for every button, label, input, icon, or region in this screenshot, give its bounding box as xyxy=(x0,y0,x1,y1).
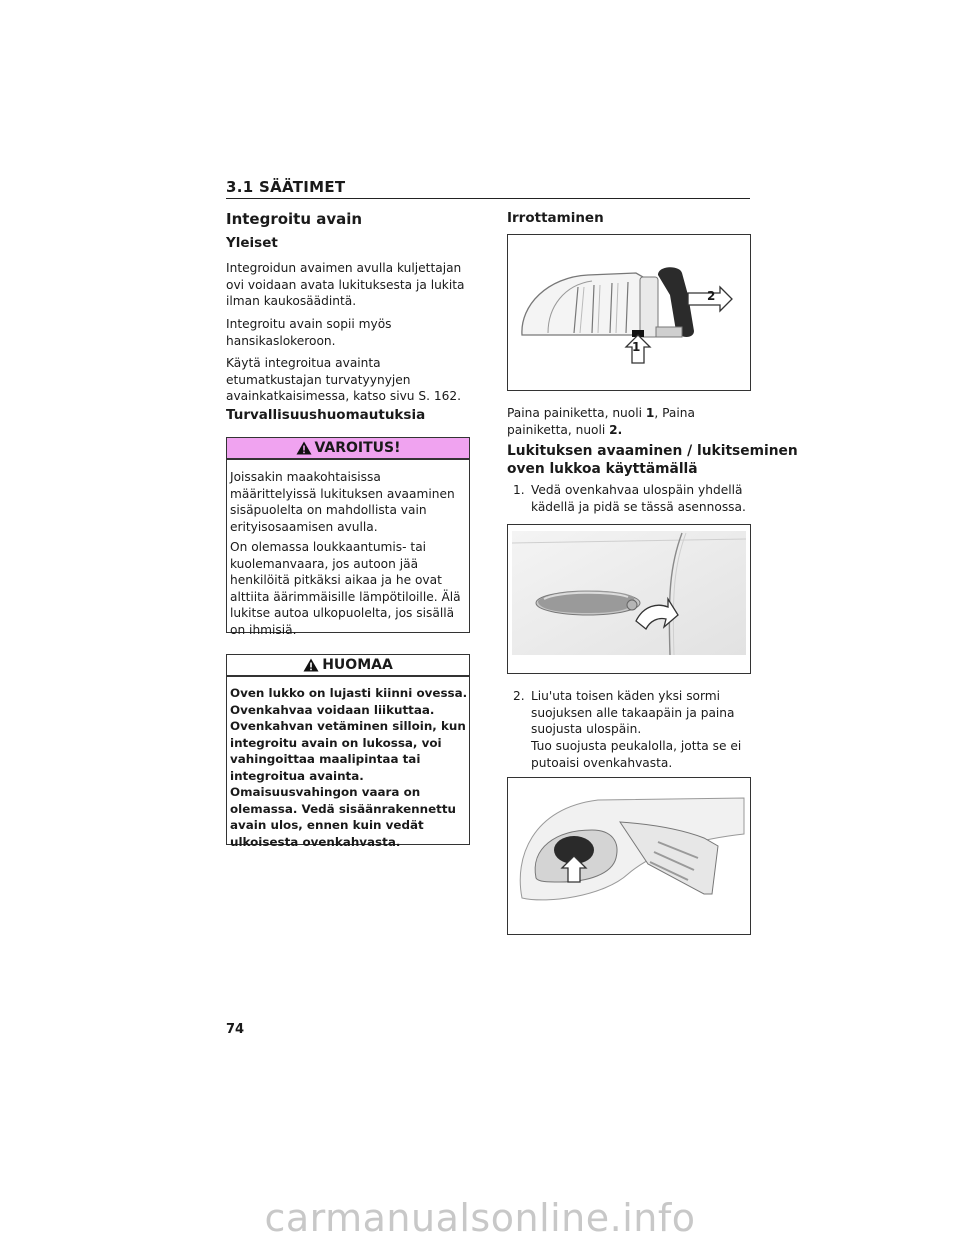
step-2-number: 2. xyxy=(513,689,525,703)
step-1-number: 1. xyxy=(513,483,525,497)
warning-triangle-icon xyxy=(296,441,312,455)
removal-heading: Irrottaminen xyxy=(507,210,604,226)
step-2-extra: Tuo suojusta peukalolla, jotta se ei putoaisi ovenkahvasta. xyxy=(531,739,742,770)
warning-text-2: On olemassa loukkaantumis- tai kuolemanvaara, jos autoon jää henkilöitä pitkäksi aikaa ja he ovat alttiita äärimmäisille lämpötiloille. Älä lukitse autoa ulkopuolelta, jos sisällä on ihmisiä. xyxy=(230,540,461,637)
paragraph-glovebox: Integroitu avain sopii myös hansikaslokeroon. xyxy=(226,317,392,348)
page-number: 74 xyxy=(226,1022,245,1037)
door-handle-illustration xyxy=(508,525,750,673)
warning-box xyxy=(226,437,470,637)
caption-removal xyxy=(507,405,755,438)
step-1-text: Vedä ovenkahvaa ulospäin yhdellä kädellä ja pidä se tässä asennossa. xyxy=(531,483,746,514)
caption-text: , Paina painiketta, nuoli xyxy=(507,406,695,437)
warning-text-1: Joissakin maakohtaisissa määrittelyissä lukituksen avaaminen sisäpuolelta on mahdollista vain erityisosaamisen avulla. xyxy=(230,470,455,534)
note-box xyxy=(226,654,470,849)
page-title: Integroitu avain xyxy=(226,210,363,228)
caption-text: Paina painiketta, nuoli xyxy=(507,406,646,420)
watermark: carmanualsonline.info xyxy=(264,1196,696,1240)
note-header xyxy=(227,655,469,677)
step-2-text: Liu'uta toisen käden yksi sormi suojuksen alle takaapäin ja paina suojusta ulospäin. xyxy=(531,689,735,736)
key-fob-illustration xyxy=(508,235,750,390)
caption-bold-1: 1 xyxy=(645,406,655,420)
subtitle-general: Yleiset xyxy=(226,235,278,251)
caption-bold-2: 2. xyxy=(609,422,623,437)
arrow-label-1: 1 xyxy=(632,340,641,354)
paragraph-intro: Integroidun avaimen avulla kuljettajan ovi voidaan avata lukituksesta ja lukita ilman kaukosäädintä. xyxy=(226,261,465,308)
figure-handle-cover xyxy=(507,777,751,935)
warning-header xyxy=(227,438,469,460)
lock-heading-line1: Lukituksen avaaminen / lukitseminen xyxy=(507,443,798,459)
arrow-label-2: 2 xyxy=(707,289,716,303)
section-title: 3.1 SÄÄTIMET xyxy=(226,178,346,196)
figure-door-handle xyxy=(507,524,751,674)
safety-heading: Turvallisuushuomautuksia xyxy=(226,407,426,423)
warning-label: VAROITUS! xyxy=(314,440,401,456)
header-rule xyxy=(226,198,750,199)
note-label: HUOMAA xyxy=(322,657,393,673)
paragraph-airbag: Käytä integroitua avainta etumatkustajan turvatyynyjen avainkatkaisimessa, katso sivu S. 162. xyxy=(226,356,462,403)
note-text: Oven lukko on lujasti kiinni ovessa. Ovenkahvaa voidaan liikuttaa. Ovenkahvan vetäminen silloin, kun integroitu avain on lukossa, voi vahingoittaa maalipintaa tai integroitua avainta. Omaisuusvahingon vaara on olemassa. Vedä sisäänrakennettu avain ulos, ennen kuin vedät ulkoisesta ovenkahvasta. xyxy=(230,686,468,849)
warning-triangle-icon xyxy=(303,658,319,672)
lock-heading-line2: oven lukkoa käyttämällä xyxy=(507,461,698,477)
handle-cover-illustration xyxy=(508,778,750,934)
figure-key-removal xyxy=(507,234,751,391)
